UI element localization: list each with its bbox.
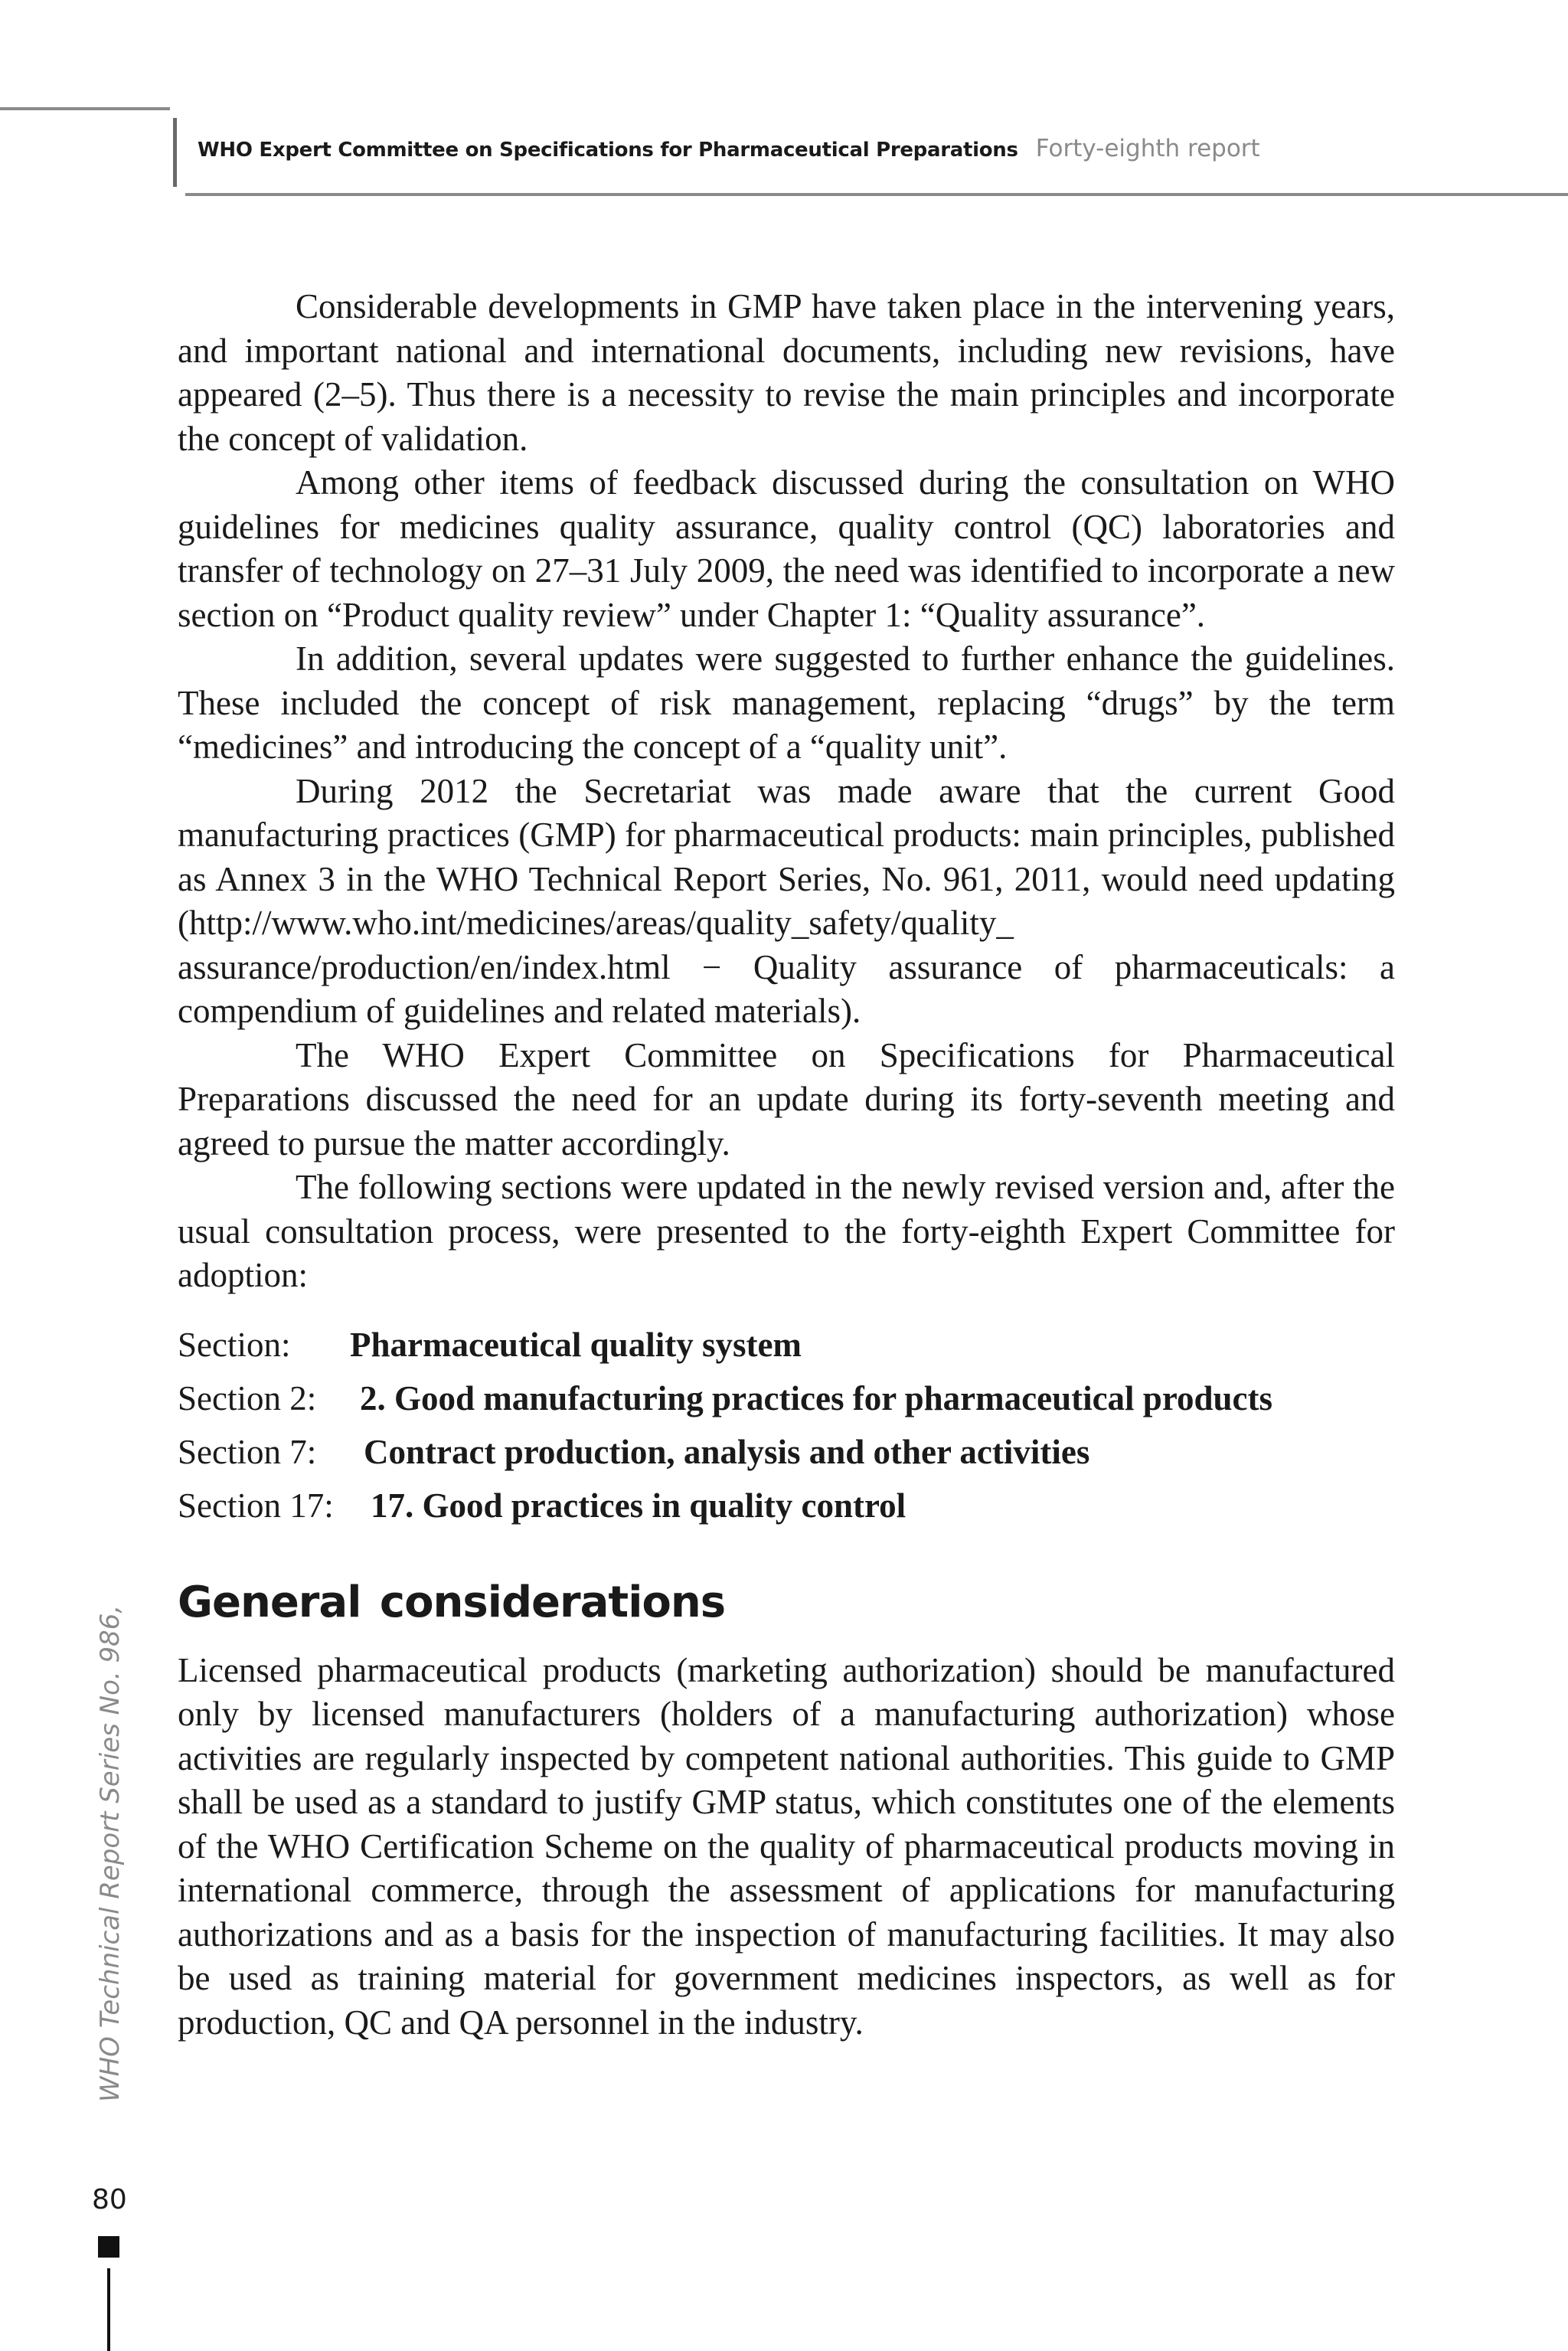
paragraph: During 2012 the Secretariat was made aware that the current Good manufacturing practices (GMP) for pharmaceutical products: main principles, published as Annex 3 in the WHO Technical Report Series, No. 961, 2011, would need updating (http://www.who.int/medicines/areas/quality_safety/quality_ assurance/production/en/index.html − Quality assurance of pharmaceuticals: a compendium of guidelines and related materials). [178, 771, 1395, 1030]
section-heading: General considerations [178, 1577, 726, 1627]
header-title: WHO Expert Committee on Specifications for Pharmaceutical Preparations [198, 139, 1018, 162]
section-list [178, 1318, 1395, 1532]
section-title: Pharmaceutical quality system [350, 1325, 802, 1364]
header-vertical-rule [173, 118, 177, 187]
page-marker-square [98, 2236, 119, 2258]
header-subtitle: Forty-eighth report [1035, 135, 1260, 162]
section-title: Contract production, analysis and other activities [364, 1432, 1090, 1471]
series-side-label: WHO Technical Report Series No. 986, [95, 1604, 126, 2102]
paragraph: Considerable developments in GMP have taken place in the intervening years, and important national and international documents, including new revisions, have appeared (2–5). Thus there is a necessity to revise the main principles and incorporate the concept of validation. [178, 287, 1395, 458]
running-header [198, 135, 1260, 162]
section-label: Section 2: [178, 1378, 317, 1417]
section-label: Section 7: [178, 1432, 317, 1471]
section-title: 2. Good manufacturing practices for pharmaceutical products [360, 1378, 1273, 1417]
header-rule-left [0, 107, 170, 110]
page-number: 80 [92, 2184, 127, 2215]
section-title: 17. Good practices in quality control [371, 1486, 906, 1525]
paragraph: Licensed pharmaceutical products (marketing authorization) should be manufactured only by licensed manufacturers (holders of a manufacturing authorization) whose activities are regularly inspected by competent national authorities. This guide to GMP shall be used as a standard to justify GMP status, which constitutes one of the elements of the WHO Certification Scheme on the quality of pharmaceutical products moving in international commerce, through the assessment of applications for manufacturing authorizations and as a basis for the inspection of manufacturing facilities. It may also be used as training material for government medicines inspectors, as well as for production, QC and QA personnel in the industry. [178, 1650, 1395, 2042]
paragraph: The WHO Expert Committee on Specifications for Pharmaceutical Preparations discussed the need for an update during its forty-seventh meeting and agreed to pursue the matter accordingly. [178, 1035, 1395, 1162]
section-row [178, 1318, 1395, 1372]
paragraph: In addition, several updates were suggested to further enhance the guidelines. These included the concept of risk management, replacing “drugs” by the term “medicines” and introducing the concept of a “quality unit”. [178, 639, 1395, 766]
paragraph: Among other items of feedback discussed during the consultation on WHO guidelines for medicines quality assurance, quality control (QC) laboratories and transfer of technology on 27–31 July 2009, the need was identified to incorporate a new section on “Product quality review” under Chapter 1: “Quality assurance”. [178, 463, 1395, 634]
section-row [178, 1479, 1395, 1532]
page-body [178, 285, 1395, 2045]
section-label: Section 17: [178, 1486, 334, 1525]
section-row [178, 1372, 1395, 1425]
paragraph: The following sections were updated in the newly revised version and, after the usual consultation process, were presented to the forty-eighth Expert Committee for adoption: [178, 1168, 1395, 1294]
section-label: Section: [178, 1325, 291, 1364]
section-row [178, 1425, 1395, 1479]
page-marker-line [107, 2268, 110, 2351]
header-rule-bottom [185, 193, 1568, 196]
